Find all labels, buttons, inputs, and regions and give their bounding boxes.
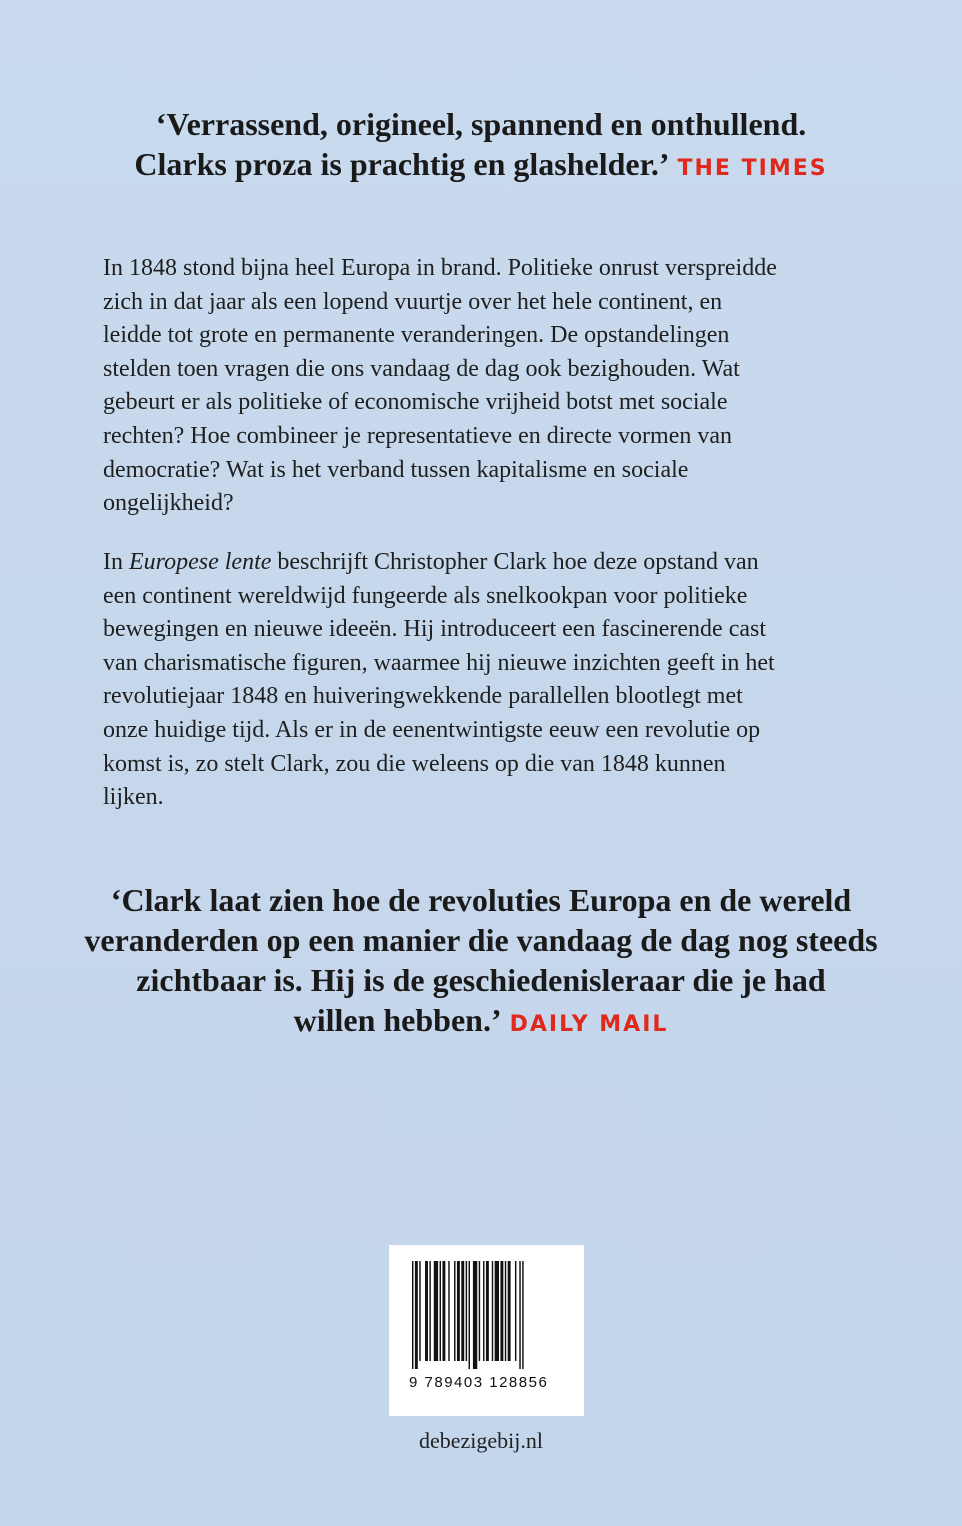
barcode-bar <box>419 1261 420 1361</box>
barcode-bar <box>469 1261 470 1369</box>
quote-line: ‘Verrassend, origineel, spannend en onthullend. <box>155 106 807 142</box>
barcode-graphic <box>412 1261 572 1369</box>
quote-line <box>0 144 962 189</box>
text-line: rechten? Hoe combineer je representatieve en directe vormen van <box>103 422 733 449</box>
text-line: In 1848 stond bijna heel Europa in brand. Politieke onrust verspreidde <box>103 255 777 281</box>
description-paragraph-2 <box>103 546 883 815</box>
barcode-bar <box>466 1261 467 1361</box>
text-fragment: beschrijft Christopher Clark hoe deze opstand van <box>271 549 759 575</box>
barcode-bar <box>505 1261 506 1361</box>
barcode-bar <box>500 1261 503 1361</box>
barcode-bar <box>473 1261 477 1369</box>
barcode-bar <box>457 1261 460 1361</box>
barcode-bar <box>461 1261 464 1361</box>
barcode-bar <box>442 1261 445 1361</box>
text-fragment: In <box>103 549 129 575</box>
text-line: van charismatische figuren, waarmee hij nieuwe inzichten geeft in het <box>103 649 775 676</box>
barcode-bar <box>429 1261 430 1361</box>
text-line: onze huidige tijd. Als er in de eenentwintigste eeuw een revolutie op <box>103 716 761 743</box>
barcode-bar <box>412 1261 413 1369</box>
publisher-url: debezigebij.nl <box>418 1428 543 1453</box>
review-quote-daily-mail <box>0 880 962 1045</box>
barcode-bar <box>486 1261 489 1361</box>
barcode-bar <box>492 1261 493 1361</box>
quote-line-text: Clarks proza is prachtig en glashelder.’ <box>134 146 670 182</box>
text-line: stelden toen vragen die ons vandaag de dag ook bezighouden. Wat <box>103 355 740 382</box>
book-title: Europese lente <box>129 549 272 575</box>
barcode-bar <box>434 1261 438 1361</box>
review-quote-times <box>0 104 962 189</box>
barcode-bar <box>425 1261 428 1361</box>
barcode-bar <box>519 1261 520 1369</box>
barcode-bar <box>522 1261 523 1369</box>
barcode-bar <box>515 1261 516 1361</box>
quote-source: THE TIMES <box>677 156 828 181</box>
barcode-bar <box>479 1261 480 1361</box>
barcode-bar <box>483 1261 484 1361</box>
text-line: gebeurt er als politieke of economische vrijheid botst met sociale <box>103 389 728 416</box>
barcode-label <box>389 1245 584 1416</box>
barcode-bar <box>415 1261 418 1369</box>
text-line: democratie? Wat is het verband tussen kapitalisme en sociale <box>103 456 689 483</box>
quote-line: veranderden op een manier die vandaag de dag nog steeds <box>84 922 878 958</box>
text-line: revolutiejaar 1848 en huiveringwekkende parallellen blootlegt met <box>103 683 743 710</box>
quote-line-text: willen hebben.’ <box>293 1002 502 1038</box>
quote-line: ‘Clark laat zien hoe de revoluties Europa en de wereld <box>110 882 852 918</box>
text-line: leidde tot grote en permanente veranderingen. De opstandelingen <box>103 322 730 349</box>
text-line: komst is, zo stelt Clark, zou die weleens op die van 1848 kunnen <box>103 750 726 777</box>
text-line: bewegingen en nieuwe ideeën. Hij introduceert een fascinerende cast <box>103 616 767 643</box>
text-line: zich in dat jaar als een lopend vuurtje over het hele continent, en <box>103 288 723 315</box>
text-line <box>103 546 883 580</box>
barcode-bar <box>454 1261 455 1361</box>
text-line: een continent wereldwijd fungeerde als snelkookpan voor politieke <box>103 582 748 609</box>
quote-source: DAILY MAIL <box>509 1012 669 1037</box>
barcode-bar <box>495 1261 499 1361</box>
barcode-bar <box>508 1261 511 1361</box>
barcode-bar <box>440 1261 441 1361</box>
description-paragraph-1 <box>103 252 883 521</box>
text-line: lijken. <box>103 784 164 811</box>
quote-line <box>0 1000 962 1045</box>
text-line: ongelijkheid? <box>103 490 234 517</box>
quote-line: zichtbaar is. Hij is de geschiedenisleraar die je had <box>136 962 826 998</box>
isbn-number: 9 789403 128856 <box>409 1374 549 1391</box>
barcode-bar <box>448 1261 449 1361</box>
